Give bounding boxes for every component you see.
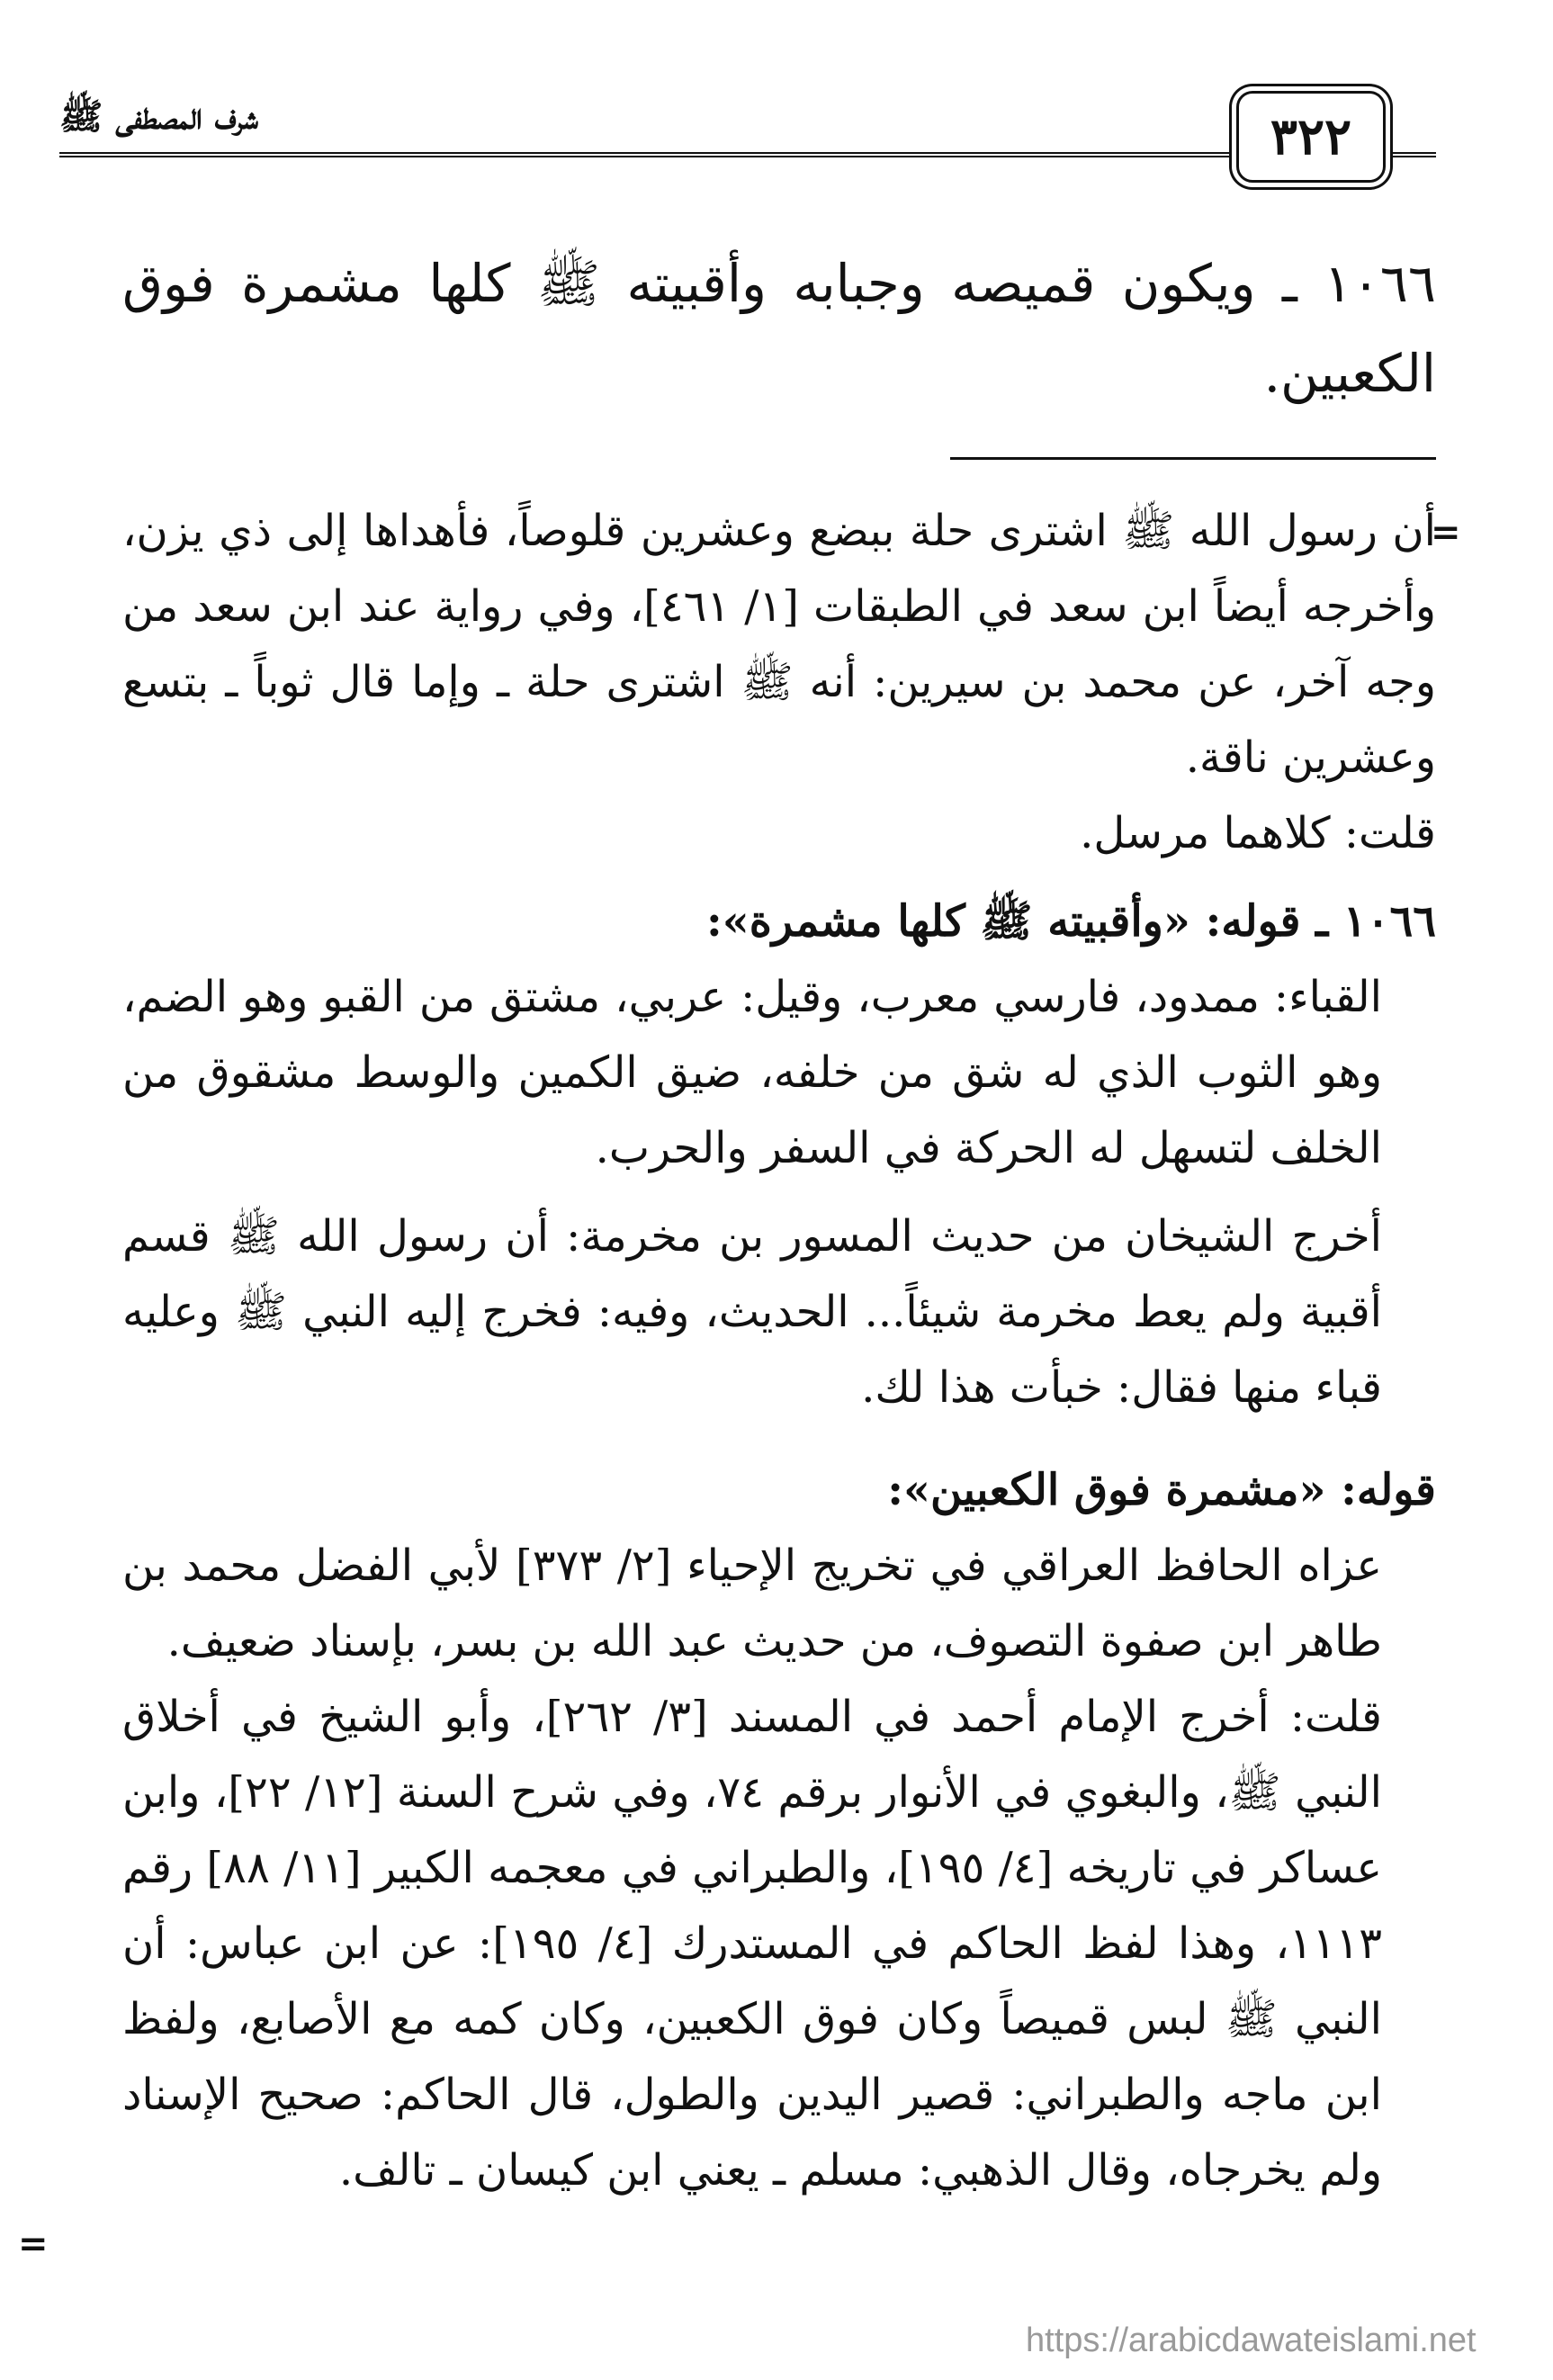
- page-number: ٣٢٢: [1236, 91, 1386, 183]
- footnote-paragraph: قلت: كلاهما مرسل.: [1080, 808, 1436, 858]
- footnote-heading: قوله: «مشمرة فوق الكعبين»:: [887, 1465, 1436, 1515]
- continuation-mark-top: =: [1431, 511, 1461, 553]
- footnote-paragraph: عزاه الحافظ العراقي في تخريج الإحياء [٢/ ٣٧٣] لأبي الفضل محمد بن طاهر ابن صفوة التصوف، من حديث عبد الله بن بسر، بإسناد ضعيف.: [122, 1540, 1382, 1666]
- main-text: ١٠٦٦ ـ ويكون قميصه وجبابه وأقبيته ﷺ كلها مشمرة فوق الكعبين.: [122, 253, 1436, 404]
- footnote-heading: ١٠٦٦ ـ قوله: «وأقبيته ﷺ كلها مشمرة»:: [705, 896, 1436, 947]
- footnotes: [122, 493, 1436, 2208]
- header-rule: [59, 152, 1436, 157]
- footnote-paragraph: أخرج الشيخان من حديث المسور بن مخرمة: أن رسول الله ﷺ قسم أقبية ولم يعط مخرمة شيئاً... الحديث، وفيه: فخرج إليه النبي ﷺ وعليه قباء منها فقال: خبأت هذا لك.: [122, 1211, 1382, 1413]
- footnote-paragraph: أن رسول الله ﷺ اشترى حلة ببضع وعشرين قلوصاً، فأهداها إلى ذي يزن، وأخرجه أيضاً ابن سعد في الطبقات [١/ ٤٦١]، وفي رواية عند ابن سعد من وجه آخر، عن محمد بن سيرين: أنه ﷺ اشترى حلة ـ وإما قال ثوباً ـ بتسع وعشرين ناقة.: [122, 506, 1437, 783]
- footnote-paragraph: قلت: أخرج الإمام أحمد في المسند [٣/ ٢٦٢]، وأبو الشيخ في أخلاق النبي ﷺ، والبغوي في الأنوار برقم ٧٤، وفي شرح السنة [١٢/ ٢٢]، وابن عساكر في تاريخه [٤/ ١٩٥]، والطبراني في معجمه الكبير [١١/ ٨٨] رقم ١١١٣، وهذا لفظ الحاكم في المستدرك [٤/ ١٩٥]: عن ابن عباس: أن النبي ﷺ لبس قميصاً وكان فوق الكعبين، وكان كمه مع الأصابع، ولفظ ابن ماجه والطبراني: قصير اليدين والطول، قال الحاكم: صحيح الإسناد ولم يخرجاه، وقال الذهبي: مسلم ـ يعني ابن كيسان ـ تالف.: [122, 1692, 1383, 2196]
- running-title: شرف المصطفى ﷺ: [59, 95, 258, 138]
- continuation-mark-bottom: =: [18, 2223, 49, 2265]
- page-header: [59, 85, 1436, 184]
- watermark-url: https://arabicdawateislami.net: [1026, 2322, 1477, 2359]
- footnote-divider: [950, 457, 1436, 460]
- footnote-paragraph: القباء: ممدود، فارسي معرب، وقيل: عربي، مشتق من القبو وهو الضم، وهو الثوب الذي له شق من خلفه، ضيق الكمين والوسط مشقوق من الخلف لتسهل له الحركة في السفر والحرب.: [122, 972, 1382, 1173]
